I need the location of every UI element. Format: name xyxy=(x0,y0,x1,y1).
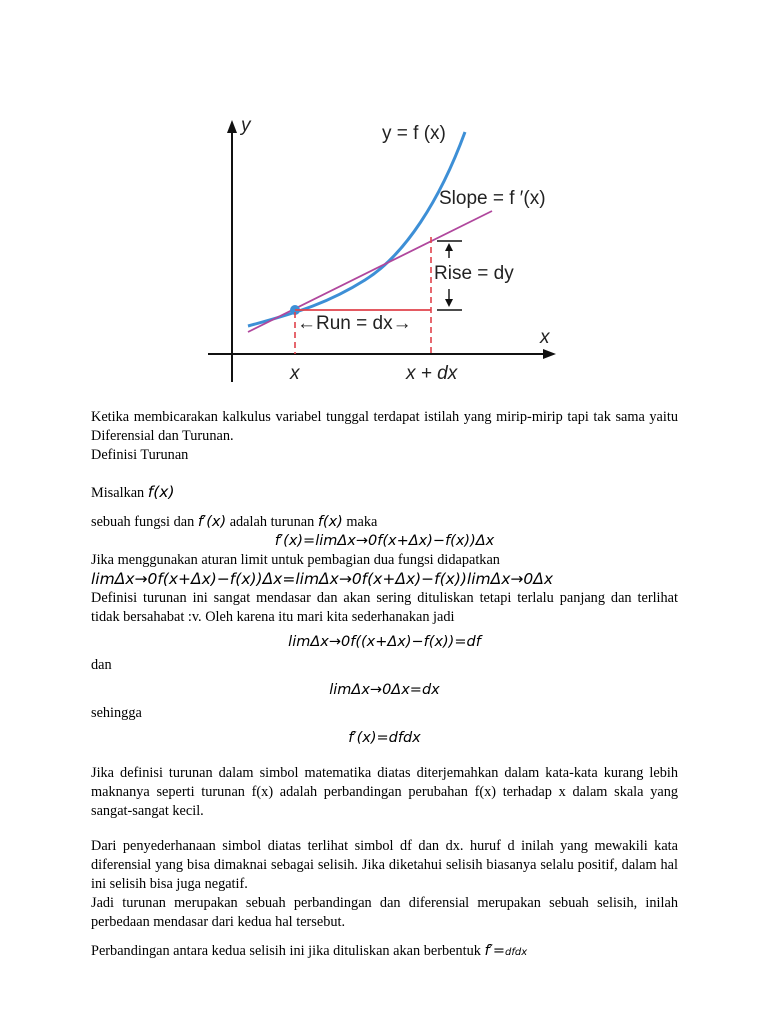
tick-x-dx-label: x + dx xyxy=(406,363,458,384)
run-label: ←Run = dx→ xyxy=(297,313,412,334)
paragraph-turunan-diferensial: Jadi turunan merupakan sebuah perbandingan dan diferensial merupakan sebuah selisih, inilah perbedaan mendasar dari kedua hal tersebut. xyxy=(91,895,678,930)
equation-4: limΔx→0Δx=dx xyxy=(329,682,440,698)
fungsi-math-1: f′(x) xyxy=(197,514,227,530)
x-axis-label: x xyxy=(540,327,550,348)
equation-3: limΔx→0f((x+Δx)−f(x))=df xyxy=(288,634,481,650)
paragraph-perbandingan xyxy=(91,942,678,962)
misalkan-text: Misalkan xyxy=(91,485,145,501)
y-axis-label: y xyxy=(241,115,251,136)
fungsi-text-c: maka xyxy=(346,514,378,530)
perbandingan-fraction: dfdx xyxy=(505,947,528,958)
x-axis-arrow xyxy=(543,349,556,359)
derivative-diagram xyxy=(0,0,768,400)
paragraph-simplify: Definisi turunan ini sangat mendasar dan akan sering dituliskan tetapi terlalu panjang dan terlihat tidak bersahabat :v. Oleh karena itu mari kita sederhanakan jadi xyxy=(91,590,678,625)
derivative-figure xyxy=(0,0,768,400)
equation-2: limΔx→0f(x+Δx)−f(x))Δx=limΔx→0f(x+Δx)−f(x))limΔx→0Δx xyxy=(91,570,554,588)
paragraph-misalkan xyxy=(91,483,678,503)
word-dan: dan xyxy=(91,657,112,673)
paragraph-fungsi xyxy=(91,513,678,532)
paragraph-meaning: Jika definisi turunan dalam simbol matematika diatas diterjemahkan dalam kata-kata kurang lebih maknanya seperti turunan f(x) adalah perbandingan perubahan f(x) terhadap x dalam skala yang sangat-sangat kecil. xyxy=(91,765,678,819)
paragraph-limit-rule: Jika menggunakan aturan limit untuk pembagian dua fungsi didapatkan xyxy=(91,552,500,568)
paragraph-df-dx: Dari penyederhanaan simbol diatas terlihat simbol df dan dx. huruf d inilah yang mewakili kata diferensial yang bisa dimaknai sebagai selisih. Jika diketahui selisih biasanya selalu positif, dalam hal ini selisih bisa juga negatif. xyxy=(91,838,678,892)
misalkan-math: f(x) xyxy=(147,483,175,501)
heading-definisi-turunan: Definisi Turunan xyxy=(91,447,189,463)
paragraph-intro: Ketika membicarakan kalkulus variabel tunggal terdapat istilah yang mirip-mirip tapi tak sama yaitu Diferensial dan Turunan. xyxy=(91,409,678,444)
y-axis-arrow xyxy=(227,120,237,133)
equation-5: f′(x)=dfdx xyxy=(348,730,421,746)
curve-label: y = f (x) xyxy=(382,123,446,144)
rise-label: Rise = dy xyxy=(434,263,514,284)
fungsi-text-a: sebuah fungsi dan xyxy=(91,514,195,530)
fungsi-math-2: f(x) xyxy=(317,514,343,530)
rise-arrowhead-down xyxy=(445,299,453,307)
slope-label: Slope = f ′(x) xyxy=(439,188,546,209)
tick-x-label: x xyxy=(290,363,300,384)
word-sehingga: sehingga xyxy=(91,705,142,721)
function-curve xyxy=(248,132,465,326)
fungsi-text-b: adalah turunan xyxy=(229,514,315,530)
perbandingan-text: Perbandingan antara kedua selisih ini jika dituliskan akan berbentuk xyxy=(91,943,481,959)
document-body xyxy=(91,408,678,962)
rise-arrowhead-up xyxy=(445,243,453,251)
equation-1: f′(x)=limΔx→0f(x+Δx)−f(x))Δx xyxy=(274,533,495,549)
perbandingan-math: f′= xyxy=(484,943,506,959)
